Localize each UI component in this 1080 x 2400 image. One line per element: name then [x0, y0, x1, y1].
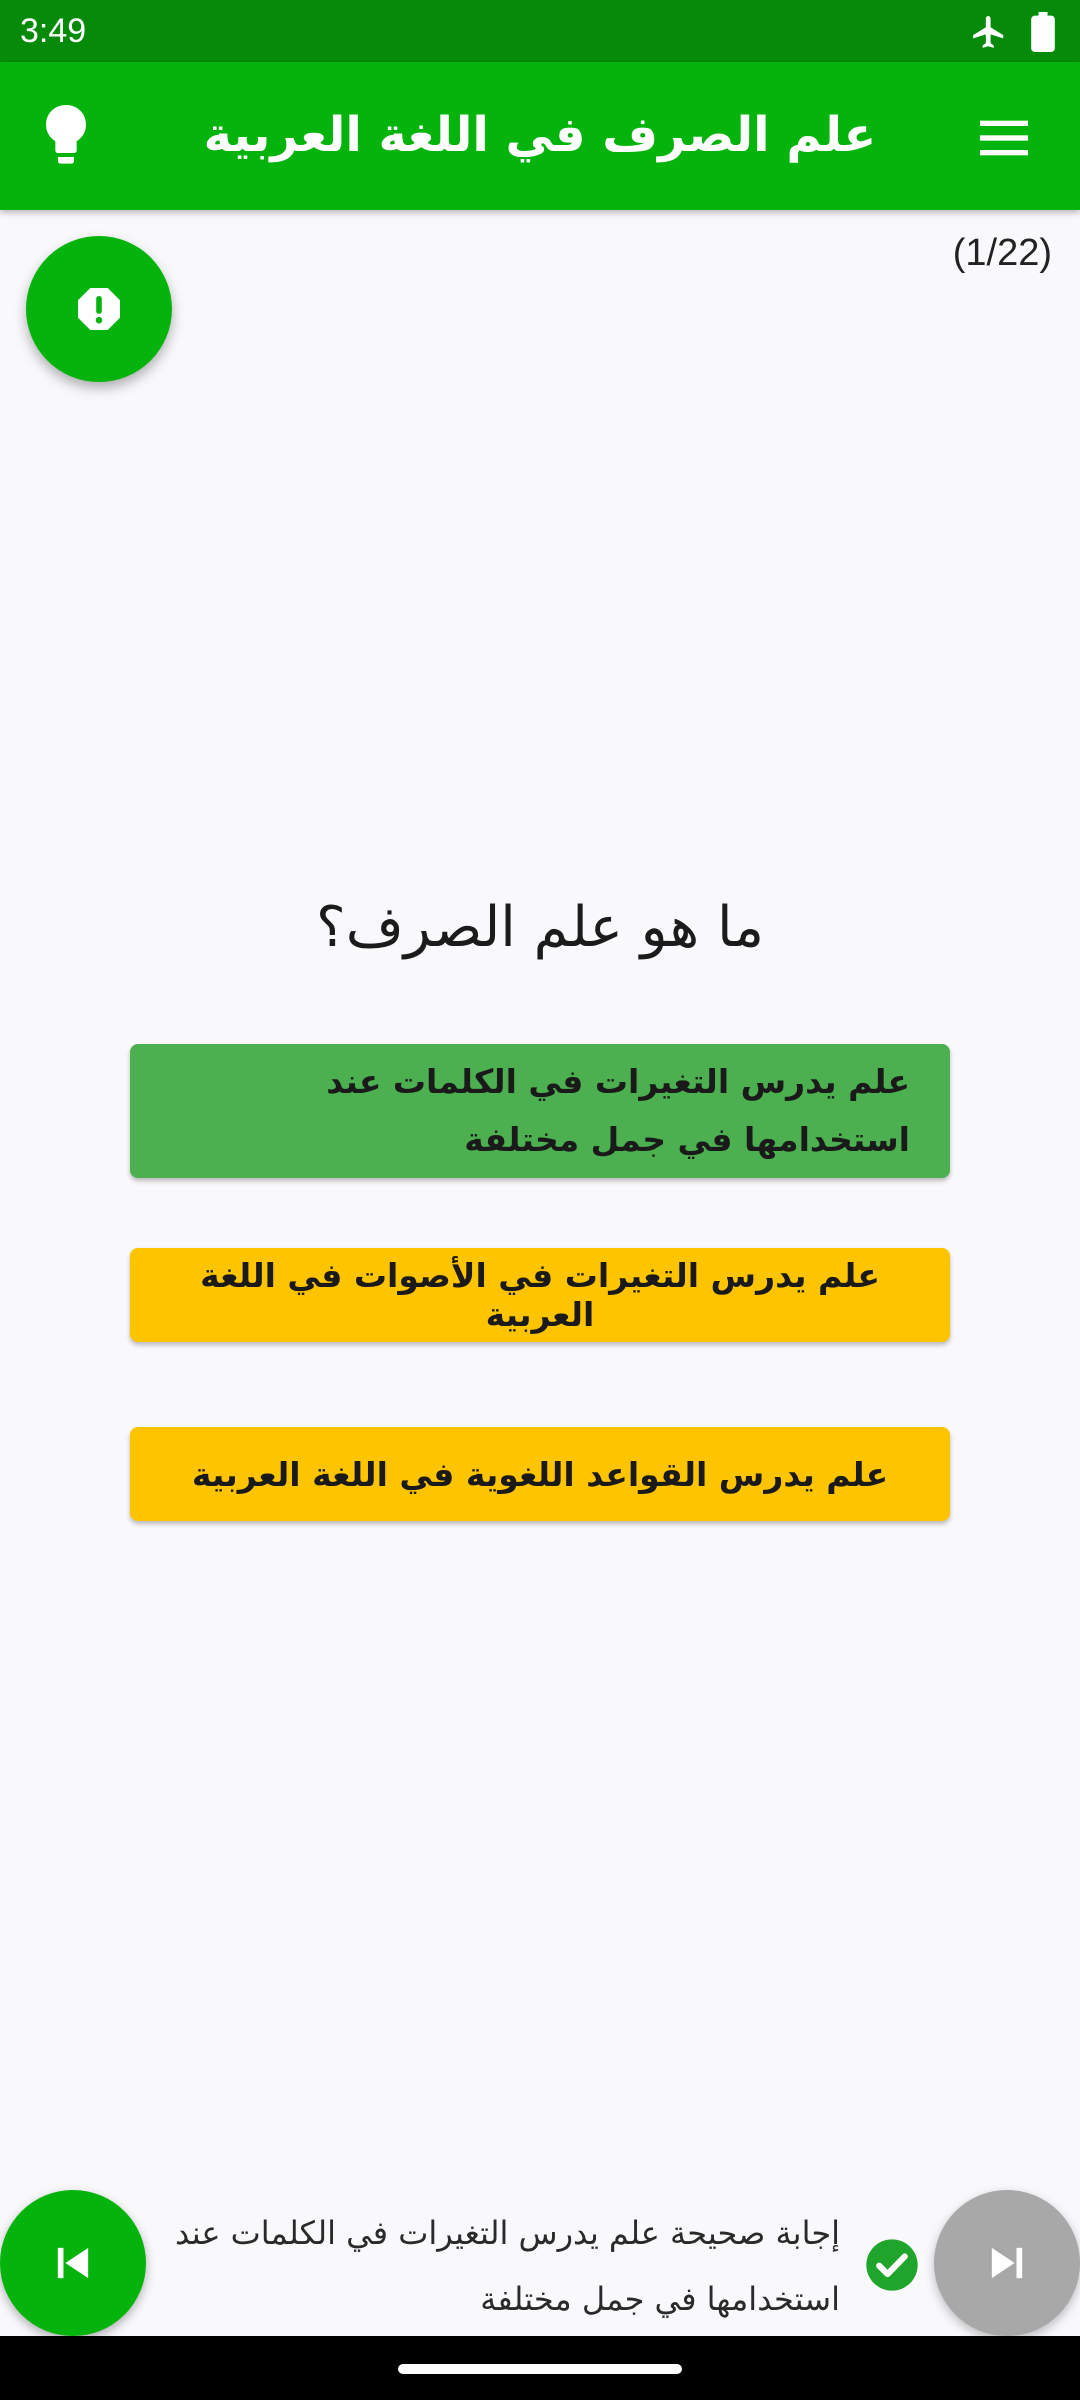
answer-option-label: علم يدرس القواعد اللغوية في اللغة العربية [191, 1454, 889, 1494]
hamburger-menu-icon [972, 106, 1036, 170]
answer-option-3[interactable] [130, 1427, 950, 1521]
battery-icon [1030, 12, 1056, 52]
check-circle-icon [864, 2237, 920, 2293]
next-button[interactable] [934, 2190, 1080, 2336]
menu-button[interactable] [972, 106, 1036, 170]
feedback-text: إجابة صحيحة علم يدرس التغيرات في الكلمات عند استخدامها في جمل مختلفة [174, 2214, 840, 2318]
status-icons [970, 12, 1056, 52]
lightbulb-icon [34, 102, 98, 172]
app-title: علم الصرف في اللغة العربية [203, 107, 877, 163]
status-bar [0, 0, 1080, 62]
airplane-icon [970, 13, 1008, 51]
skip-previous-icon [47, 2237, 99, 2289]
status-time: 3:49 [20, 12, 87, 50]
home-indicator[interactable] [398, 2364, 682, 2374]
report-button[interactable] [26, 236, 172, 382]
app-bar [0, 62, 1080, 210]
answer-option-2[interactable] [130, 1248, 950, 1342]
answer-option-label: علم يدرس التغيرات في الكلمات عند استخدامها في جمل مختلفة [326, 1062, 910, 1159]
hint-button[interactable] [34, 102, 98, 172]
answer-option-1[interactable] [130, 1044, 950, 1178]
question-counter: (1/22) [952, 232, 1052, 274]
skip-next-icon [981, 2237, 1033, 2289]
question-text: ما هو علم الصرف؟ [316, 895, 764, 960]
previous-button[interactable] [0, 2190, 146, 2336]
alert-icon [71, 281, 127, 337]
answer-option-label: علم يدرس التغيرات في الأصوات في اللغة العربية [200, 1256, 880, 1334]
